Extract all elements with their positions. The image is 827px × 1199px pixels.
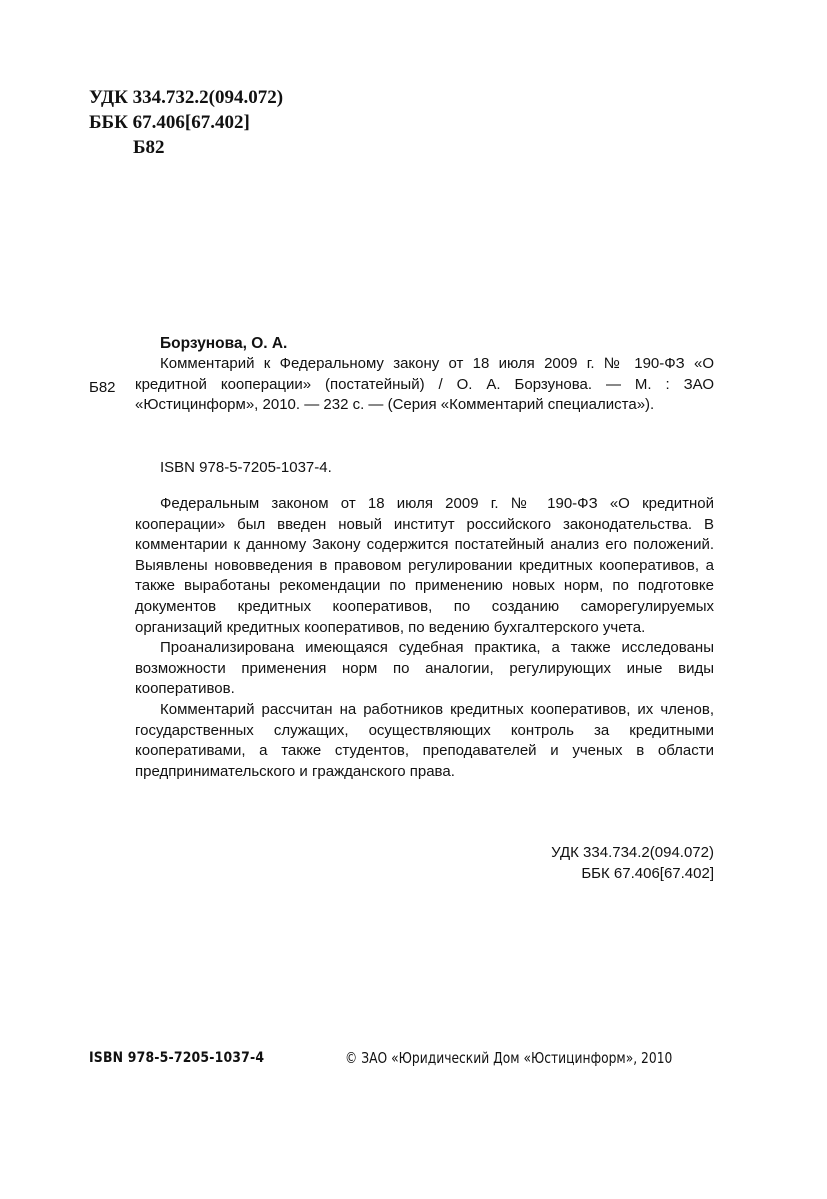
udk-code: УДК 334.734.2(094.072) <box>551 844 714 861</box>
abstract <box>135 494 714 782</box>
abstract-paragraph: Комментарий рассчитан на работников кредитных кооперативов, их членов, государственных служащих, осуществляющих контроль за кредитными кооперативами, а также студентов, преподавателей и ученых в области предпринимательского и гражданского права. <box>135 700 714 780</box>
footer-isbn: ISBN 978-5-7205-1037-4 <box>89 1050 265 1066</box>
catalog-author-sign: Б82 <box>89 379 116 396</box>
header-author-sign: Б82 <box>133 137 165 158</box>
abstract-paragraph: Федеральным законом от 18 июля 2009 г. № 190-ФЗ «О кредитной кооперации» был введен новый институт российского законодательства. В комментарии к данному Закону содержится постатейный анализ его положений. Выявлены нововведения в правовом регулировании кредитных кооперативов, а также выработаны рекомендации по применению новых норм, по подготовке документов кредитных кооперативов, по созданию саморегулируемых организаций кредитных кооперативов, по ведению бухгалтерского учета. <box>135 495 714 636</box>
footer-copyright: © ЗАО «Юридический Дом «Юстицинформ», 2010 <box>345 1049 673 1067</box>
header-bbk-code: ББК 67.406[67.402] <box>89 112 250 133</box>
classification-codes <box>551 843 714 884</box>
catalog-isbn: ISBN 978-5-7205-1037-4. <box>160 459 332 476</box>
header-udk-code: УДК 334.732.2(094.072) <box>89 87 284 108</box>
bbk-code: ББК 67.406[67.402] <box>581 864 714 882</box>
author-name: Борзунова, О. А. <box>160 335 288 352</box>
abstract-paragraph: Проанализирована имеющаяся судебная практика, а также исследованы возможности применения норм по аналогии, регулирующих иные виды кооперативов. <box>135 639 714 698</box>
bibliographic-description: Комментарий к Федеральному закону от 18 июля 2009 г. № 190-ФЗ «О кредитной кооперации» (постатейный) / О. А. Борзунова. — М. : ЗАО «Юстицинформ», 2010. — 232 с. — (Серия «Комментарий специалиста»). <box>135 355 714 414</box>
header-classification-codes <box>89 85 283 160</box>
